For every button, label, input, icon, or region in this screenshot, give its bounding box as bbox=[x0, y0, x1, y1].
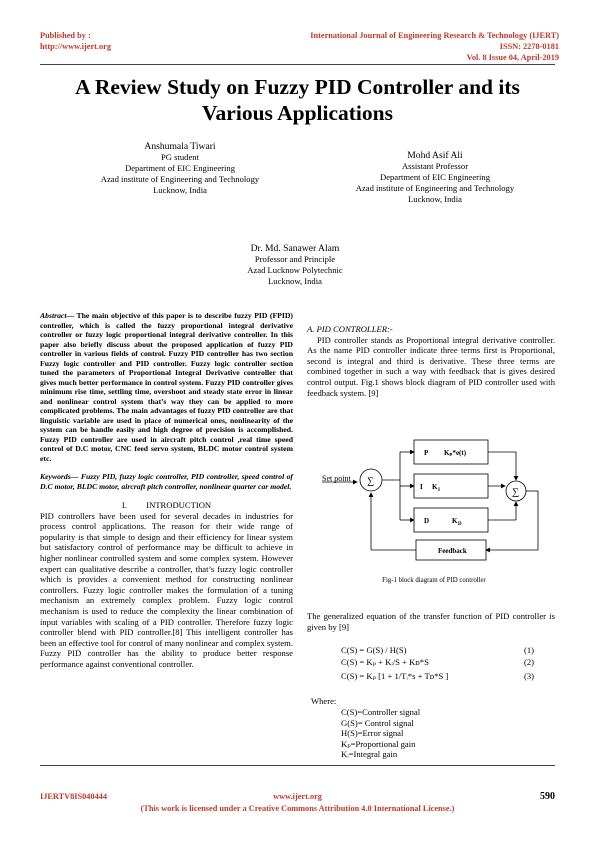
where-item: Kₚ=Proportional gain bbox=[341, 738, 416, 749]
right-column bbox=[307, 324, 555, 398]
section-a-heading: A. PID CONTROLLER:- bbox=[307, 324, 393, 334]
abstract: Abstract— The main objective of this paper is to describe fuzzy PID (FPID) controller, which is called the fuzzy proportional integral derivative controller or fuzzy logic proportional integral derivative controller. In this paper also briefly discuss about the proposed application of fuzzy PID controller in various fields of control. Fuzzy PID controller has two section Fuzzy logic controller and PID controller. Fuzzy logic controller section tuned the parameters of Proportional Integral Derivative controller that gives much better performance in control system. Fuzzy PID controller gives minimum rise time, settling time, overshoot and steady state error in linear and nonlinear control system that’s way they can be applied to more complicated problems. The main advantages of fuzzy PID controller are that linguistic variable are used in place of numerical ones, nonlinearity of the system can be handle easily and high degree of precision is accomplished. Fuzzy PID controller are used in aircraft pitch control ,real time speed control of D.C motor, CNC feed servo system, BLDC motor control system etc. bbox=[40, 311, 293, 463]
page-number: 590 bbox=[540, 791, 555, 802]
d-expr: K bbox=[452, 517, 458, 525]
license-note: (This work is licensed under a Creative Commons Attribution 4.0 International License.) bbox=[140, 804, 455, 813]
equation-2-number: (2) bbox=[524, 657, 535, 667]
footer-rule bbox=[40, 765, 555, 766]
equation-3-number: (3) bbox=[524, 671, 535, 681]
keywords: Keywords— Fuzzy PID, fuzzy logic controller, PID controller, speed control of D.C motor, BLDC motor, aircraft pitch controller, nonlinear quarter car model. bbox=[40, 472, 293, 491]
p-label: P bbox=[424, 449, 429, 457]
author-1: Anshumala Tiwari PG student Department of EIC Engineering Azad institute of Engineering and Technology Lucknow, India bbox=[100, 141, 260, 195]
where-item: H(S)=Error signal bbox=[341, 728, 404, 738]
intro-heading: I. INTRODUCTION bbox=[121, 500, 212, 510]
d-label: D bbox=[424, 517, 430, 525]
paper-title: A Review Study on Fuzzy PID Controller and its Various Applications bbox=[75, 75, 520, 125]
section-a-paragraph: PID controller stands as Proportional integral derivative controller. As the name PID controller indicate three terms first is Proportional, second is integral and third is derivative. These three terms are combined together in such a way with feedback that is gives desired control output. Fig.1 shows block diagram of PID controller used with feedback system. [9] bbox=[307, 334, 555, 398]
publisher-url[interactable]: http://www.ijert.org bbox=[40, 42, 111, 51]
equation-3: C(S) = Kₚ [1 + 1/Tᵢ*s + Tᴅ*S ] bbox=[341, 671, 449, 681]
equation-1-number: (1) bbox=[524, 645, 535, 655]
author-3: Dr. Md. Sanawer Alam Professor and Principle Azad Lucknow Polytechnic Lucknow, India bbox=[247, 243, 343, 286]
volume-issue: Vol. 8 Issue 04, April-2019 bbox=[466, 53, 559, 62]
i-block bbox=[414, 474, 488, 498]
intro-paragraph: PID controllers have been used for several decades in industries for process control applications. The reason for their wide range of popularity is that simple to design and their efficiency for linear system but satisfactory control of performance may be difficult to achieve in higher nonlinear controlled system and some complex system. However expert can qualitative describe a controller, that’s fuzzy logic controller which is provides a convenient method for constructing nonlinear controllers. Fuzzy logic controller makes the formulation of a tuning mechanism an extremely complex problem. Fuzzy logic control mechanism is used to reduce the complexity the linear combination of input variables with scaling of a PID controller. Therefore fuzzy logic controller blend with PID controller.[8] This intelligent controller has been an effective tool for control of many nonlinear and complex system. Fuzzy PID controller has the ability to produce better response performance against conventional controller. bbox=[40, 510, 293, 669]
issn: ISSN: 2278-0181 bbox=[499, 42, 559, 51]
p-expr: Kₚ*e(t) bbox=[444, 449, 467, 457]
d-sub: D bbox=[458, 522, 462, 527]
equation-1: C(S) = G(S) / H(S) bbox=[341, 645, 407, 655]
where-item: C(S)=Controller signal bbox=[341, 707, 421, 717]
author-2: Mohd Asif Ali Assistant Professor Department of EIC Engineering Azad institute of Engineering and Technology Lucknow, India bbox=[355, 150, 515, 204]
paper-id: IJERTV8IS040444 bbox=[40, 792, 108, 801]
figure-caption: Fig-1 block diagram of PID controller bbox=[382, 577, 486, 584]
where-list bbox=[341, 707, 420, 760]
equation-2: C(S) = Kₚ + Kᵢ/S + Kᴅ*S bbox=[341, 657, 429, 667]
feedback-label: Feedback bbox=[438, 547, 467, 555]
i-label: I bbox=[420, 483, 423, 491]
pid-block-diagram bbox=[316, 428, 552, 568]
header-rule bbox=[40, 64, 555, 65]
left-column bbox=[40, 311, 293, 670]
sum-symbol-2: ∑ bbox=[512, 487, 520, 498]
where-label: Where: bbox=[311, 696, 337, 706]
journal-name: International Journal of Engineering Research & Technology (IJERT) bbox=[310, 31, 559, 40]
setpoint-label: Set point bbox=[322, 474, 351, 483]
i-sub: I bbox=[438, 488, 440, 493]
where-item: Kᵢ=Integral gain bbox=[341, 749, 398, 759]
sum-symbol-1: ∑ bbox=[367, 476, 375, 487]
publisher-label: Published by : bbox=[40, 31, 91, 40]
footer-url[interactable]: www.ijert.org bbox=[273, 792, 322, 801]
where-item: G(S)= Control signal bbox=[341, 717, 414, 728]
equation-intro: The generalized equation of the transfer function of PID controller is given by [9] bbox=[307, 611, 555, 632]
i-expr: K bbox=[432, 483, 438, 491]
